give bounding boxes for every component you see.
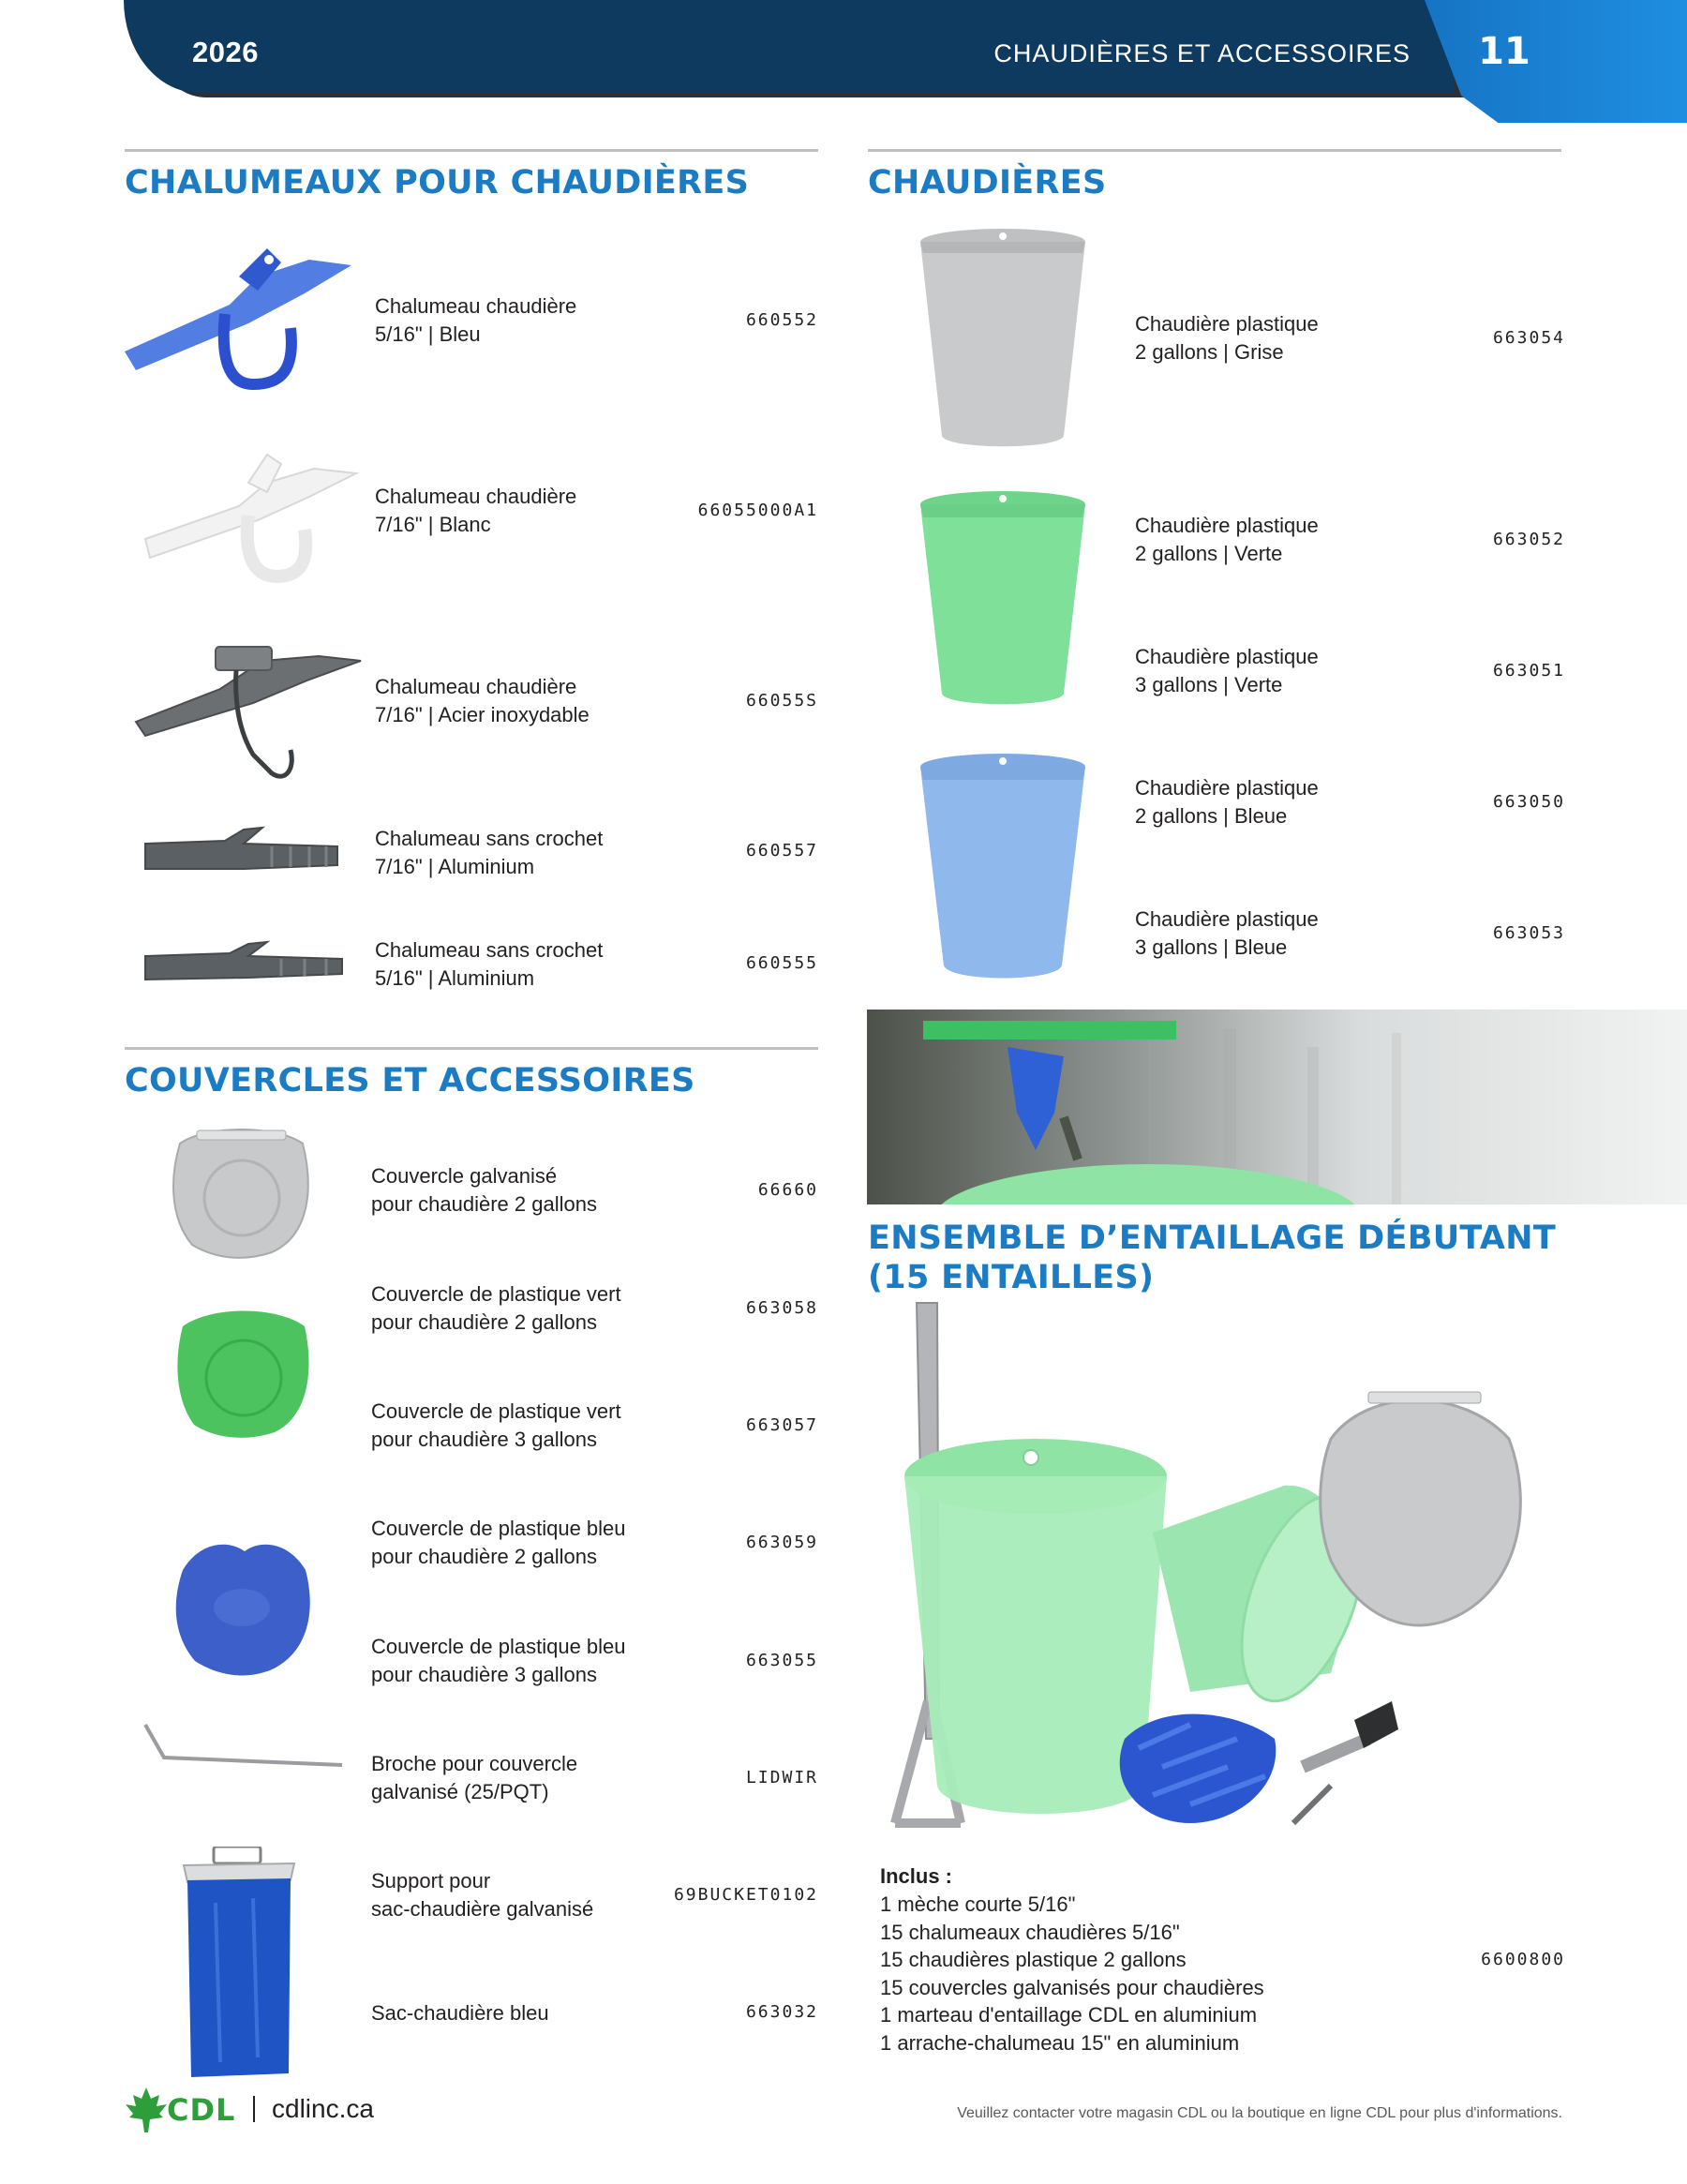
spout-sku-2: 66055000A1 [697,501,818,520]
aluminum-spout-small-icon [141,933,347,998]
footer-note: Veuillez contacter votre magasin CDL ou la boutique en ligne CDL pour plus d'informations. [957,2105,1562,2121]
spout-desc-4: Chalumeau sans crochet 7/16" | Aluminium [375,827,604,878]
spout-sku-1: 660552 [745,310,818,330]
kit-item: 1 arrache-chalumeau 15" en aluminium [880,2030,1240,2055]
kit-item: 15 chaudières plastique 2 gallons [880,1948,1187,1971]
spout-sku-5: 660555 [745,953,818,973]
spout-desc-2: Chalumeau chaudière 7/16" | Blanc [375,485,577,536]
bucket-desc-5: Chaudière plastique 3 gallons | Bleue [1135,907,1319,959]
bucket-desc-1: Chaudière plastique 2 gallons | Grise [1135,312,1319,364]
lid-wire-icon [141,1720,347,1776]
green-lid-icon [173,1303,314,1439]
lid-sku-4: 663059 [745,1533,818,1552]
bag-holder-icon [178,1847,300,2081]
kit-item: 15 chalumeaux chaudières 5/16" [880,1920,1180,1944]
buckets-heading: CHAUDIÈRES [868,164,1107,202]
steel-spout-icon [131,628,366,787]
lid-sku-7: 69BUCKET0102 [673,1885,818,1905]
spout-desc-5: Chalumeau sans crochet 5/16" | Aluminium [375,938,604,990]
blue-bag-icon [187,1878,291,2077]
kit-item: 1 mèche courte 5/16" [880,1892,1076,1916]
maple-tapping-photo [867,1010,1687,1204]
kit-includes-list [880,1891,1264,2057]
lid-desc-5: Couvercle de plastique bleu pour chaudière 3 gallons [371,1635,626,1686]
divider [868,149,1561,152]
spout-sku-4: 660557 [745,841,818,860]
lid-desc-4: Couvercle de plastique bleu pour chaudière 2 gallons [371,1517,626,1568]
website-link[interactable]: cdlinc.ca [272,2094,374,2123]
bucket-sku-4: 663050 [1492,792,1565,812]
lid-desc-7: Support pour sac-chaudière galvanisé [371,1869,594,1921]
blue-lid-icon [172,1537,317,1678]
lid-sku-6: LIDWIR [745,1768,818,1788]
maple-leaf-icon [124,2086,169,2134]
lid-desc-2: Couvercle de plastique vert pour chaudière 2 gallons [371,1282,621,1334]
kit-includes-label: Inclus : [880,1864,953,1888]
lid-sku-5: 663055 [745,1651,818,1670]
lid-sku-1: 66660 [757,1180,818,1200]
page-number: 11 [1478,30,1530,73]
grey-bucket-icon [914,225,1092,455]
blue-bucket-icon [914,750,1092,986]
lid-sku-3: 663057 [745,1415,818,1435]
blue-spout-icon [117,239,361,394]
spout-sku-3: 66055S [745,691,818,711]
divider [125,1047,818,1050]
kit-sku: 6600800 [1481,1950,1565,1969]
bucket-sku-2: 663052 [1492,530,1565,549]
kit-item: 1 marteau d'entaillage CDL en aluminium [880,2003,1258,2027]
lid-desc-3: Couvercle de plastique vert pour chaudière 3 gallons [371,1399,621,1451]
catalog-year: 2026 [192,36,259,68]
green-bucket-icon [914,487,1092,712]
divider [125,149,818,152]
kit-heading [868,1219,1556,1297]
lid-sku-2: 663058 [745,1298,818,1318]
aluminum-spout-icon [141,820,347,886]
kit-item: 15 couvercles galvanisés pour chaudières [880,1975,1264,1999]
lid-desc-1: Couvercle galvanisé pour chaudière 2 gallons [371,1164,597,1216]
kit-heading-line1: ENSEMBLE D’ENTAILLAGE DÉBUTANT [868,1219,1557,1257]
cdl-logo: CDL [167,2092,236,2128]
galvanized-lid-icon [169,1123,314,1259]
lid-desc-8: Sac-chaudière bleu [371,2001,549,2025]
bucket-desc-3: Chaudière plastique 3 gallons | Verte [1135,645,1319,696]
white-spout-icon [136,445,361,586]
spout-desc-1: Chalumeau chaudière 5/16" | Bleu [375,294,577,346]
footer-divider [253,2096,255,2122]
lid-desc-6: Broche pour couvercle galvanisé (25/PQT) [371,1752,578,1803]
section-title: CHAUDIÈRES ET ACCESSOIRES [993,39,1411,67]
lids-heading: COUVERCLES ET ACCESSOIRES [125,1062,695,1099]
bucket-desc-2: Chaudière plastique 2 gallons | Verte [1135,514,1319,565]
kit-heading-line2: (15 ENTAILLES) [868,1259,1155,1296]
bucket-sku-5: 663053 [1492,923,1565,943]
spouts-heading: CHALUMEAUX POUR CHAUDIÈRES [125,164,750,202]
tapping-kit-icon [881,1298,1575,1861]
lid-sku-8: 663032 [745,2002,818,2022]
spout-desc-3: Chalumeau chaudière 7/16" | Acier inoxydable [375,675,590,726]
bucket-sku-3: 663051 [1492,661,1565,681]
bucket-sku-1: 663054 [1492,328,1565,348]
bucket-desc-4: Chaudière plastique 2 gallons | Bleue [1135,776,1319,828]
